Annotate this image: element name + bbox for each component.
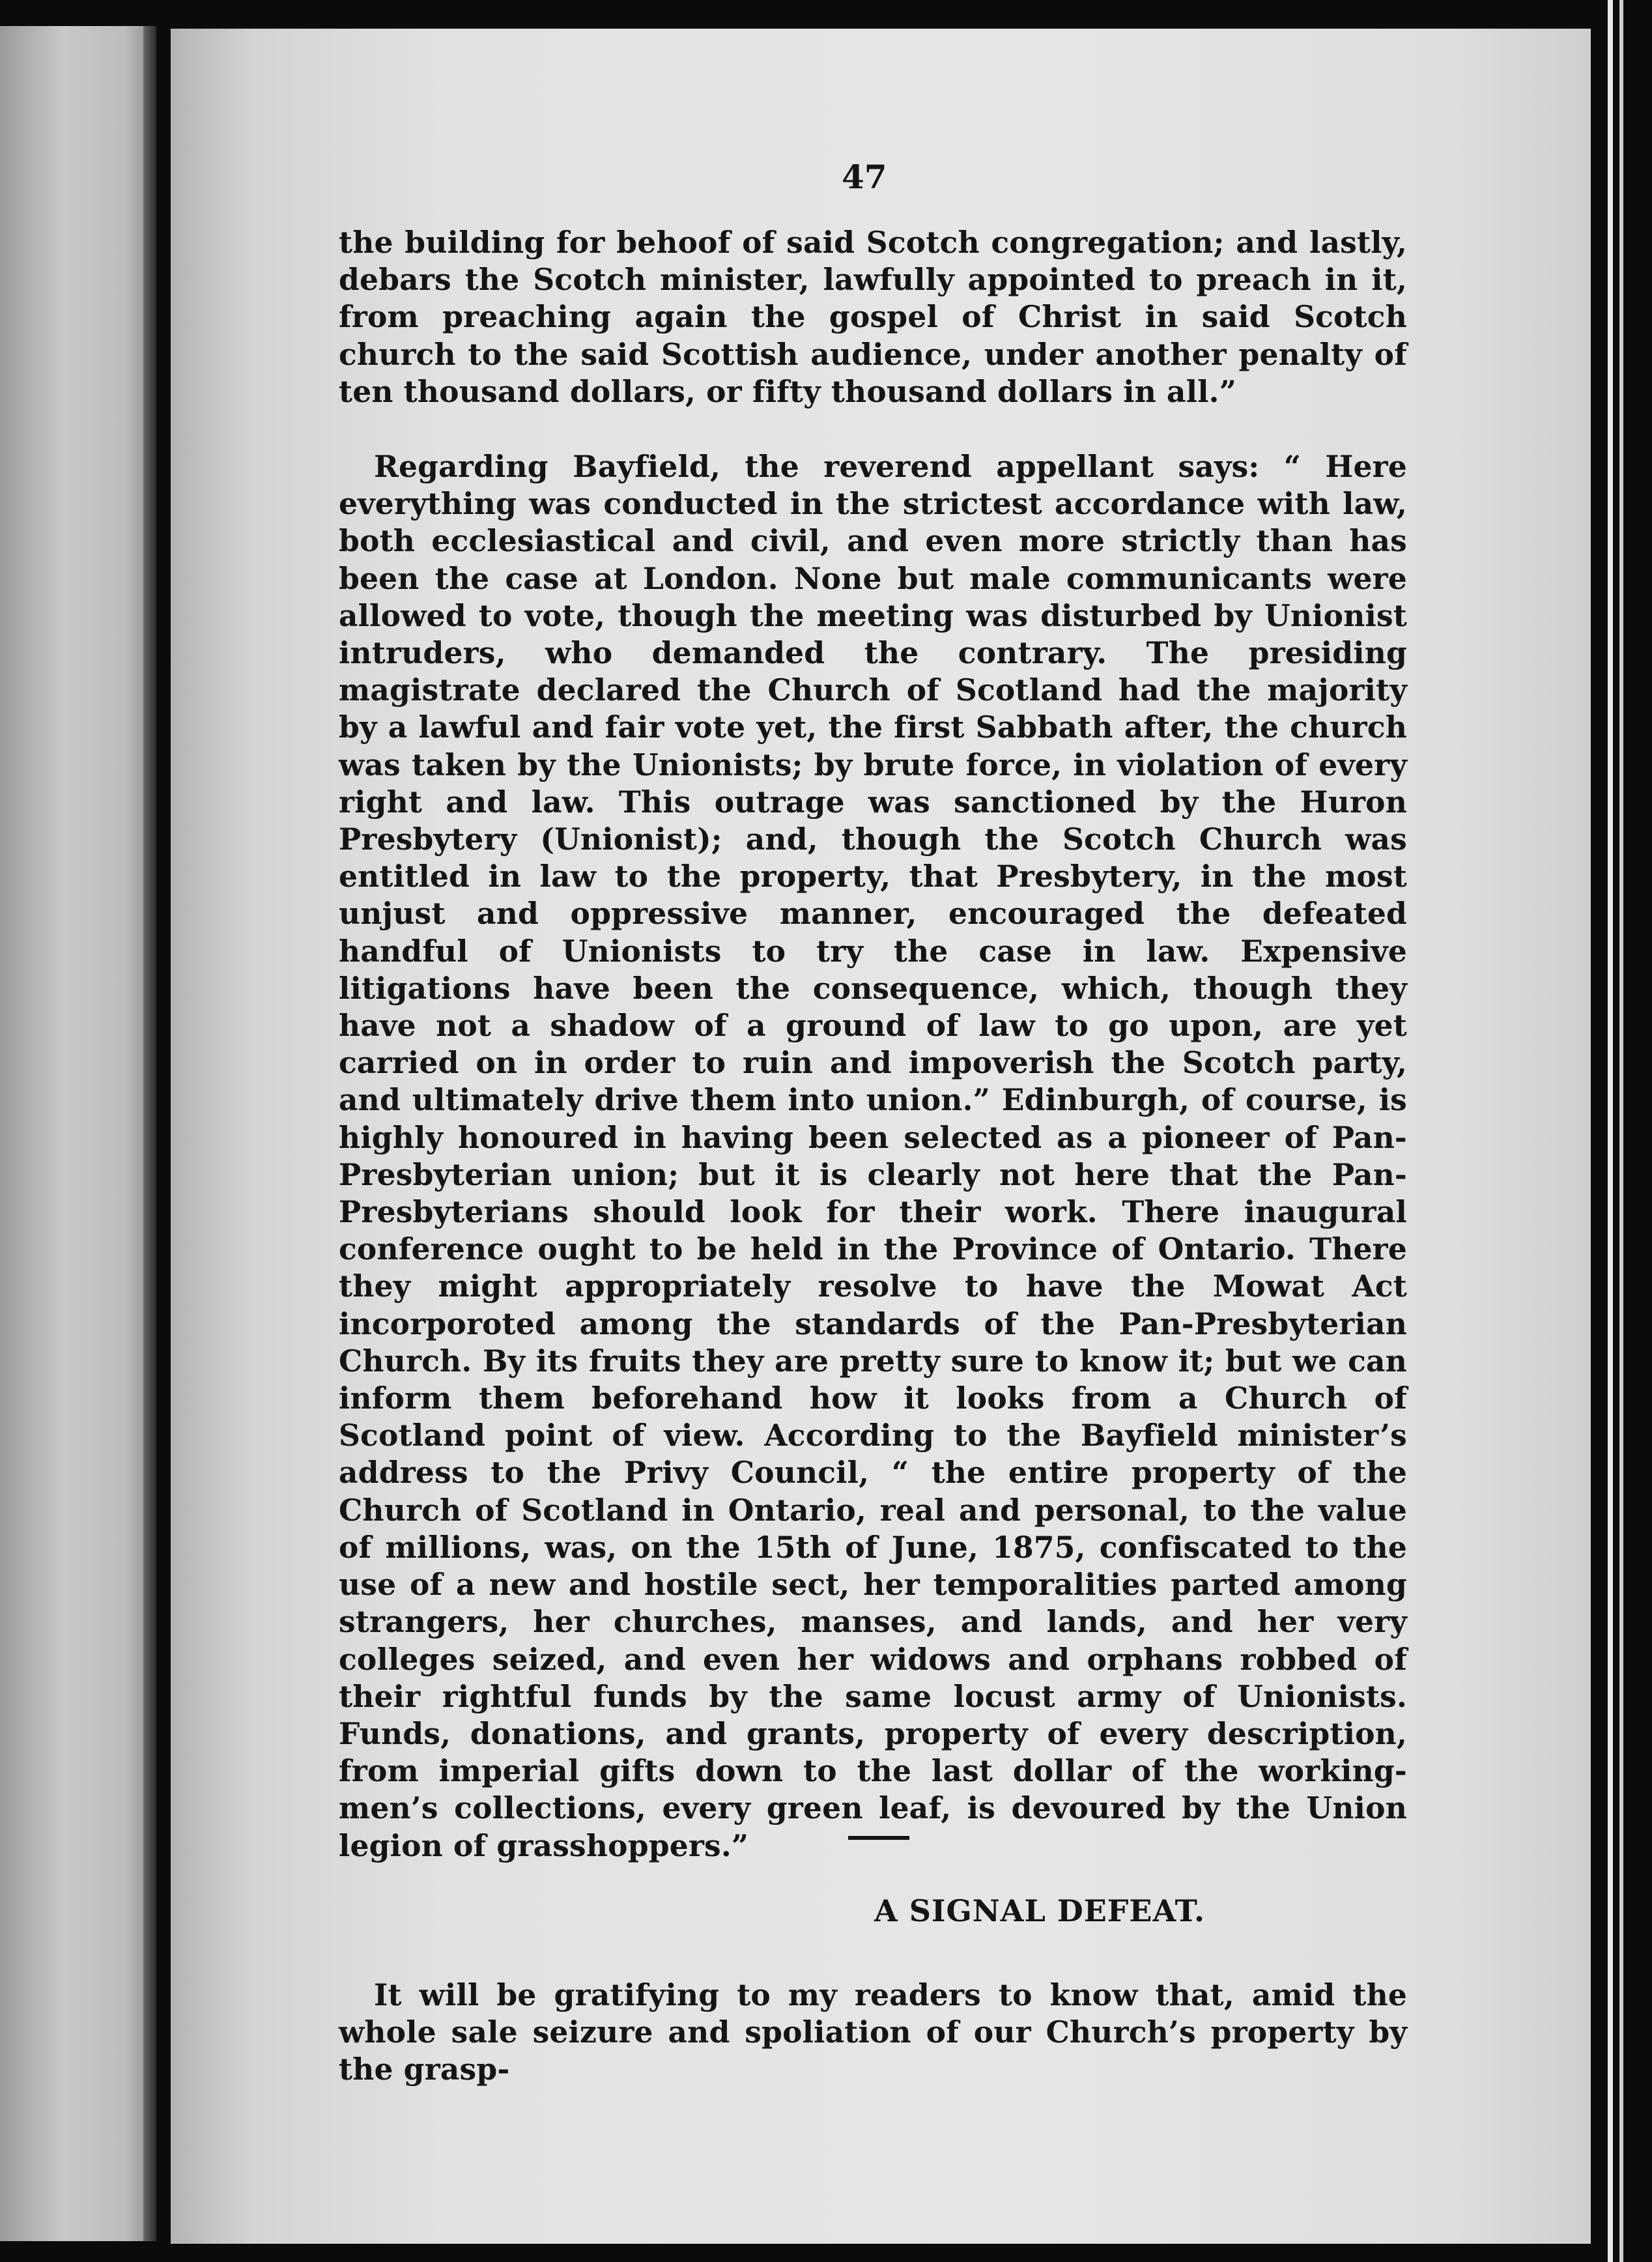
book-gutter: [156, 0, 171, 2262]
page-fold-shadow: [143, 26, 156, 2241]
paragraph-bayfield: Regarding Bayfield, the reverend appellant says: “ Here everything was conducted in the strictest accordance with law, both ecclesiastical and civil, and even more strictly than has been the case at London. None but male communicants were allowed to vote, though the meeting was disturbed by Unionist intruders, who demanded the contrary. The presiding magistrate declared the Church of Scotland had the majority by a lawful and fair vote yet, the first Sabbath after, the church was taken by the Unionists; by brute force, in violation of every right and law. This outrage was sanctioned by the Huron Presbytery (Unionist); and, though the Scotch Church was entitled in law to the property, that Presbytery, in the most unjust and oppressive manner, encouraged the defeated handful of Unionists to try the case in law. Expensive litigations have been the consequence, which, though they have not a shadow of a ground of law to go upon, are yet carried on in order to ruin and impoverish the Scotch party, and ultimately drive them into union.” Edinburgh, of course, is highly honoured in having been selected as a pioneer of Pan-Presbyterian union; but it is clearly not here that the Pan-Presbyterians should look for their work. There inaugural conference ought to be held in the Province of Ontario. There they might appropriately resolve to have the Mowat Act incorporoted among the standards of the Pan-Presbyterian Church. By its fruits they are pretty sure to know it; but we can inform them beforehand how it looks from a Church of Scotland point of view. According to the Bayfield minister’s address to the Privy Council, “ the entire property of the Church of Scotland in Ontario, real and personal, to the value of millions, was, on the 15th of June, 1875, confiscated to the use of a new and hostile sect, her temporalities parted among strangers, her churches, manses, and lands, and her very colleges seized, and even her widows and orphans robbed of their rightful funds by the same locust army of Unionists. Funds, donations, and grants, property of every description, from imperial gifts down to the last dollar of the working-men’s collections, every green leaf, is devoured by the Union legion of grasshoppers.”: [339, 449, 1407, 1863]
scan-border-right: [1591, 0, 1652, 2262]
facing-page: [0, 26, 156, 2241]
page-number: 47: [842, 158, 887, 196]
page: [171, 29, 1591, 2244]
section-heading: A SIGNAL DEFEAT.: [874, 1893, 1205, 1928]
paragraph-continuation: the building for behoof of said Scotch congregation; and lastly, debars the Scotch minister, lawfully appointed to preach in it, from preaching again the gospel of Christ in said Scotch church to the said Scottish audience, under another penalty of ten thousand dollars, or fifty thousand dollars in all.”: [339, 225, 1407, 409]
page-edge-highlight: [1608, 0, 1613, 2262]
paragraph-signal-defeat: It will be gratifying to my readers to know that, amid the whole sale seizure and spoliation of our Church’s property by the grasp-: [339, 1977, 1407, 2087]
page-edge-shadow: [1619, 0, 1623, 2262]
section-divider: [848, 1836, 909, 1840]
